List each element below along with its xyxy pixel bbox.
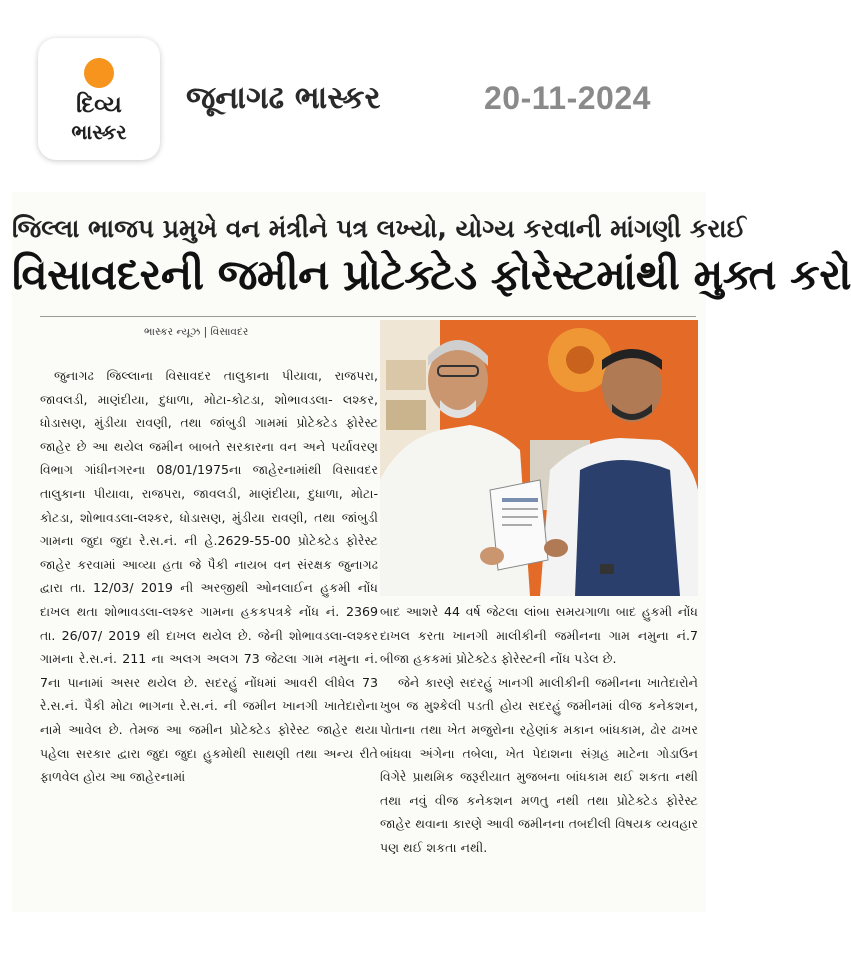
headline-divider <box>40 316 696 317</box>
logo-text-line2: ભાસ્કર <box>71 120 127 144</box>
logo-text-line1: દિવ્ય <box>76 92 122 118</box>
article-paragraph: જુનાગઢ જિલ્લાના વિસાવદર તાલુકાના પીયાવા, રાજપરા, જાવલડી, માણંદીયા, દુધાળા, મોટા-કોટડા, શોભાવડલા- લશ્કર, ધોડાસણ, મુંડીયા રાવણી, તથા જાંબુડી ગામમાં પ્રોટેક્ટેડ ફોરેસ્ટ જાહેર છે આ થયેલ જમીન બાબતે સરકારના વન અને પર્યાવરણ વિભાગ ગાંધીનગરના 08/01/1975ના જાહેરનામાંથી વિસાવદર તાલુકાના પીયાવા, રાજપરા, જાવલડી, માણંદીયા, દુધાળા, મોટા-કોટડા, શોભાવડલા-લશ્કર, ધોડાસણ, મુંડીયા રાવણી, તથા જાંબુડી ગામના જુદા જુદા રે.સ.નં. ની હે.2629-55-00 પ્રોટેક્ટેડ ફોરેસ્ટ જાહેર કરવામાં આવ્યા હતા જે પૈકી નાયબ વન સંરક્ષક જુનાગઢ દ્વારા તા. 12/03/ 2019 ની અરજીથી ઓનલાઈન હુકમી નોંધ દાખલ થતા શોભાવડલા-લશ્કર ગામના હકકપત્રકે નોંધ નં. 2369 તા. 26/07/ 2019 થી દાખલ થયેલ છે. જેની શોભાવડલા-લશ્કર ગામના રે.સ.નં. 211 ના અલગ અલગ 73 જેટલા ગામ નમુના નં. 7ના પાનામાં અસર થયેલ છે. સદરહું નોંધમાં આવરી લીધેલ 73 રે.સ.નં. પૈકી મોટા ભાગના રે.સ.નં. ની જમીન ખાનગી ખાતેદારોના નામે આવેલ છે. તેમજ આ જમીન પ્રોટેક્ટેડ ફોરેસ્ટ જાહેર થયા પહેલા સરકાર દ્વારા જુદા જુદા હુકમોથી સાથણી તથા અન્ય રીતે ફાળવેલ હોય આ જાહેરનામાં <box>40 368 378 785</box>
publication-date: 20-11-2024 <box>484 80 651 116</box>
news-photo <box>380 320 698 596</box>
article-paragraph: બાદ આશરે 44 વર્ષ જેટલા લાંબા સમયગાળા બાદ હુકમી નોંધ દાખલ કરતા ખાનગી માલીકીની જમીનના ગામ નમુના નં.7 બીજા હકકમાં પ્રોટેક્ટેડ ફોરેસ્ટની નોંધ પડેલ છે. <box>380 604 698 667</box>
article-byline: ભાસ્કર ન્યૂઝ | વિસાવદર <box>144 326 249 338</box>
article-headline: વિસાવદરની જમીન પ્રોટેક્ટેડ ફોરેસ્ટમાંથી મુક્ત કરો <box>12 250 851 299</box>
article-kicker: જિલ્લા ભાજપ પ્રમુખે વન મંત્રીને પત્ર લખ્યો, યોગ્ય કરવાની માંગણી કરાઈ <box>12 214 746 243</box>
photo-illustration <box>380 320 698 596</box>
divya-bhaskar-logo <box>38 38 160 160</box>
article-paragraph: જેને કારણે સદરહું ખાનગી માલીકીની જમીનના ખાતેદારોને ખુબ જ મુશ્કેલી પડતી હોય સદરહું જમીનમાં વીજ કનેકશન, પોતાના તથા ખેત મજુરોના રહેણાંક મકાન બાંધકામ, ઢોર ઢાખર બાંધવા અંગેના તબેલા, ખેત પેદાશના સંગ્રહ માટેના ગોડાઉન વિગેરે પ્રાથમિક જરૂરીયાત મુજબના બાંધકામ થઈ શકતા નથી તથા નવું વીજ કનેકશન મળતુ નથી તથા પ્રોટેક્ટેડ ફોરેસ્ટ જાહેર થવાના કારણે આવી જમીનના તબદીલી વિષયક વ્યવહાર પણ થઈ શકતા નથી. <box>380 674 698 855</box>
paper-edition-name: જૂનાગઢ ભાસ્કર <box>186 80 381 116</box>
article-column-2 <box>380 600 698 920</box>
logo-sun-icon <box>84 58 114 88</box>
article-column-1 <box>40 364 378 924</box>
news-clipping <box>12 192 851 912</box>
